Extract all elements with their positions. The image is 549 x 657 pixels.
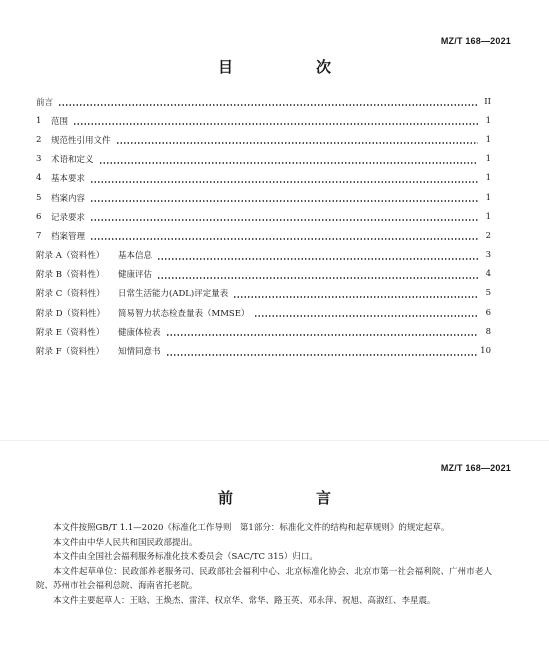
- foreword-heading: 前 言: [217, 489, 365, 507]
- toc-entry[interactable]: [36, 111, 491, 130]
- toc-entry-label: 基本信息: [118, 251, 153, 262]
- table-of-contents: [36, 92, 491, 361]
- toc-entry-page: 3: [485, 250, 491, 261]
- toc-entry-annex: 附录 A（资料性）: [36, 251, 105, 262]
- toc-leader-dots: [99, 154, 478, 165]
- toc-entry-number: 2: [36, 134, 42, 145]
- toc-leader-dots: [233, 288, 478, 299]
- toc-entry[interactable]: [36, 92, 491, 111]
- toc-entry-annex: 附录 D（资料性）: [36, 308, 106, 319]
- toc-leader-dots: [166, 346, 478, 357]
- toc-entry-number: 1: [36, 115, 42, 126]
- toc-leader-dots: [157, 250, 478, 261]
- toc-entry-label: 范围: [51, 116, 69, 127]
- foreword-paragraph: 本文件由全国社会福利服务标准化技术委员会（SAC/TC 315）归口。: [53, 552, 318, 563]
- toc-entry[interactable]: [36, 284, 491, 303]
- standard-code: MZ/T 168—2021: [440, 36, 511, 46]
- toc-entry-page: 5: [485, 288, 491, 299]
- toc-entry-page: 1: [485, 115, 491, 126]
- toc-leader-dots: [58, 96, 478, 107]
- toc-entry-number: 4: [36, 173, 42, 184]
- foreword-paragraph: 本文件主要起草人：王晗、王焕杰、雷洋、权京华、常华、路玉英、邓永萍、祝旭、高淑红、李星震。: [53, 595, 436, 606]
- toc-entry[interactable]: [36, 341, 491, 360]
- toc-leader-dots: [90, 211, 478, 222]
- toc-leader-dots: [254, 307, 478, 318]
- toc-entry-label: 规范性引用文件: [51, 135, 111, 146]
- toc-entry-label: 知情同意书: [118, 347, 161, 358]
- foreword-page: [0, 440, 549, 657]
- toc-entry-page: 1: [485, 154, 491, 165]
- toc-entry-number: 6: [36, 211, 42, 222]
- foreword-paragraph: 本文件起草单位：民政部养老服务司、民政部社会福利中心、北京标准化协会、北京市第一社会福利院、广州市老人院、苏州市社会福利总院、海南省托老院。: [36, 566, 492, 592]
- toc-leader-dots: [116, 134, 478, 145]
- toc-leader-dots: [157, 269, 478, 280]
- toc-entry[interactable]: [36, 169, 491, 188]
- toc-entry-page: 2: [485, 230, 491, 241]
- toc-entry[interactable]: [36, 322, 491, 341]
- toc-entry-page: 8: [485, 326, 491, 337]
- toc-entry-annex: 附录 F（资料性）: [36, 347, 105, 358]
- toc-entry-label: 健康体检表: [118, 327, 161, 338]
- toc-heading: 目 次: [217, 58, 365, 76]
- toc-entry[interactable]: [36, 246, 491, 265]
- toc-entry-label: 术语和定义: [51, 155, 94, 166]
- toc-entry-label: 档案内容: [51, 193, 86, 204]
- toc-entry-page: II: [484, 96, 491, 107]
- toc-entry-label: 日常生活能力(ADL)评定量表: [118, 289, 229, 300]
- toc-entry-label: 简易智力状态检查量表（MMSE）: [118, 308, 250, 319]
- toc-entry-label: 记录要求: [51, 212, 86, 223]
- toc-entry-label: 档案管理: [51, 231, 86, 242]
- toc-leader-dots: [90, 173, 478, 184]
- toc-entry-annex: 附录 C（资料性）: [36, 289, 105, 300]
- toc-entry-page: 10: [480, 346, 491, 357]
- toc-entry-page: 1: [485, 134, 491, 145]
- toc-entry[interactable]: [36, 130, 491, 149]
- toc-entry[interactable]: [36, 188, 491, 207]
- toc-entry-page: 1: [485, 211, 491, 222]
- toc-leader-dots: [90, 192, 478, 203]
- toc-entry-number: 3: [36, 154, 42, 165]
- toc-entry[interactable]: [36, 207, 491, 226]
- toc-entry-number: 7: [36, 230, 42, 241]
- toc-entry[interactable]: [36, 303, 491, 322]
- toc-entry-label: 前言: [36, 97, 54, 108]
- toc-entry-label: 基本要求: [51, 174, 86, 185]
- toc-entry-annex: 附录 E（资料性）: [36, 327, 105, 338]
- toc-entry-page: 1: [485, 173, 491, 184]
- toc-entry[interactable]: [36, 265, 491, 284]
- toc-entry-label: 健康评估: [118, 270, 153, 281]
- toc-entry-page: 6: [485, 307, 491, 318]
- foreword-paragraph: 本文件由中华人民共和国民政部提出。: [53, 537, 198, 548]
- toc-leader-dots: [166, 326, 478, 337]
- foreword-paragraph: 本文件按照GB/T 1.1—2020《标准化工作导则 第1部分：标准化文件的结构和起草规则》的规定起草。: [53, 523, 450, 533]
- foreword-body: [36, 521, 492, 609]
- standard-code: MZ/T 168—2021: [440, 463, 511, 473]
- toc-entry[interactable]: [36, 150, 491, 169]
- toc-entry[interactable]: [36, 226, 491, 245]
- toc-leader-dots: [90, 230, 478, 241]
- toc-entry-page: 1: [485, 192, 491, 203]
- toc-entry-number: 5: [36, 192, 42, 203]
- toc-entry-page: 4: [485, 269, 491, 280]
- toc-leader-dots: [73, 115, 478, 126]
- toc-entry-annex: 附录 B（资料性）: [36, 270, 105, 281]
